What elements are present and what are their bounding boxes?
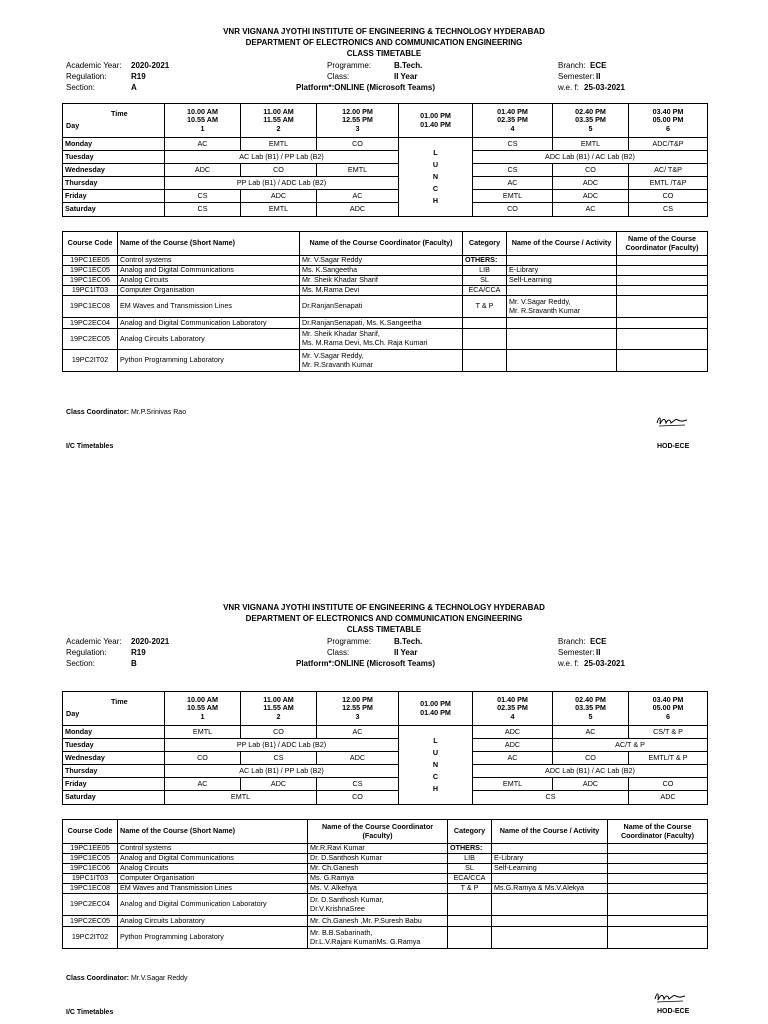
slot-header: 02.40 PM 03.35 PM 5 — [553, 692, 629, 726]
category — [448, 894, 492, 916]
timetable-cell: ADC — [473, 726, 553, 739]
timetable-cell: ADC — [553, 177, 629, 190]
timetable-cell: AC — [473, 752, 553, 765]
course-coordinator: Mr. V.Sagar Reddy — [300, 256, 463, 266]
course-table — [62, 231, 708, 372]
course-name: Analog Circuits — [118, 276, 300, 286]
document-title: CLASS TIMETABLE — [346, 49, 422, 58]
activity-coordinator — [617, 318, 708, 329]
timetable-header-row — [63, 104, 708, 138]
wef-value: 25-03-2021 — [584, 83, 625, 92]
activity: Ms.G.Ramya & Ms.V.Alekya — [492, 884, 608, 894]
slot-header: 10.00 AM 10.55 AM 1 — [165, 104, 241, 138]
timetable-cell: CS — [165, 190, 241, 203]
timetable-cell: ADC Lab (B1) / AC Lab (B2) — [473, 765, 708, 778]
timetable-cell: CS — [473, 164, 553, 177]
course-row — [63, 256, 708, 266]
course-row — [63, 844, 708, 854]
course-name: EM Waves and Transmission Lines — [118, 296, 300, 318]
meta-right — [558, 636, 678, 670]
timetable-cell: CO — [553, 752, 629, 765]
timetable-cell: AC — [165, 138, 241, 151]
document-title: CLASS TIMETABLE — [346, 625, 422, 634]
slot-header: 11.00 AM 11.55 AM 2 — [241, 104, 317, 138]
course-code: 19PC1EE05 — [63, 844, 118, 854]
ic-timetables: I/C Timetables — [66, 443, 114, 450]
course-row — [63, 864, 708, 874]
timetable-cell: ADC — [317, 752, 399, 765]
course-name: Analog and Digital Communication Laboratory — [118, 894, 308, 916]
timetable-cell: ADC — [241, 778, 317, 791]
timetable-cell: ADC — [553, 778, 629, 791]
timetable-cell: AC Lab (B1) / PP Lab (B2) — [165, 765, 399, 778]
col-header-coordinator: Name of the Course Coordinator (Faculty) — [308, 820, 448, 844]
course-coordinator: Ms. V. Alkehya — [308, 884, 448, 894]
timetable-grid — [62, 691, 708, 805]
timetable-cell: CO — [317, 791, 399, 805]
day-name: Thursday — [63, 765, 165, 778]
course-code: 19PC1IT03 — [63, 874, 118, 884]
activity: Self-Learning — [507, 276, 617, 286]
timetable-sheet-section-a — [0, 0, 768, 500]
category — [448, 927, 492, 949]
class-coordinator: Class Coordinator: Mr.V.Sagar Reddy — [66, 975, 188, 982]
course-code: 19PC2EC05 — [63, 329, 118, 350]
timetable-cell: EMTL — [473, 778, 553, 791]
category: OTHERS: — [448, 844, 492, 854]
activity-coordinator — [617, 286, 708, 296]
timetable-cell: CO — [629, 190, 708, 203]
day-name: Monday — [63, 726, 165, 739]
ic-timetables: I/C Timetables — [66, 1009, 114, 1016]
institute-name: VNR VIGNANA JYOTHI INSTITUTE OF ENGINEERING & TECHNOLOGY HYDERABAD — [223, 603, 545, 612]
section-label: Section: — [66, 83, 95, 92]
wef-label: w.e. f: — [558, 659, 579, 668]
hod-ece: HOD-ECE — [657, 1008, 690, 1015]
course-name: Control systems — [118, 844, 308, 854]
day-name: Friday — [63, 190, 165, 203]
timetable-cell: CS — [317, 778, 399, 791]
regulation-value: R19 — [131, 72, 146, 81]
slot-header: 02.40 PM 03.35 PM 5 — [553, 104, 629, 138]
academic-year-value: 2020-2021 — [131, 61, 170, 70]
timetable-cell: AC — [317, 726, 399, 739]
class-label: Class: — [327, 72, 350, 81]
col-header-category: Category — [463, 232, 507, 256]
course-name: Analog Circuits Laboratory — [118, 329, 300, 350]
course-name: Python Programming Laboratory — [118, 350, 300, 372]
course-coordinator: Ms. G.Ramya — [308, 874, 448, 884]
timetable-cell: CO — [241, 726, 317, 739]
col-header-activity-coordinator: Name of the Course Coordinator (Faculty) — [617, 232, 708, 256]
course-row — [63, 276, 708, 286]
category: SL — [448, 864, 492, 874]
slot-header: 03.40 PM 05.00 PM 6 — [629, 104, 708, 138]
course-code: 19PC2IT02 — [63, 927, 118, 949]
timetable-cell: EMTL /T&P — [629, 177, 708, 190]
activity — [507, 350, 617, 372]
branch-label: Branch: — [558, 61, 586, 70]
wef-label: w.e. f: — [558, 83, 579, 92]
course-row — [63, 318, 708, 329]
meta-right — [558, 60, 678, 94]
time-day-header — [63, 692, 165, 726]
course-row — [63, 350, 708, 372]
branch-value: ECE — [590, 61, 607, 70]
course-name: Analog Circuits — [118, 864, 308, 874]
activity: Self-Learning — [492, 864, 608, 874]
activity: E-Library — [492, 854, 608, 864]
col-header-coordinator: Name of the Course Coordinator (Faculty) — [300, 232, 463, 256]
timetable-cell: CO — [241, 164, 317, 177]
course-code: 19PC1EC08 — [63, 884, 118, 894]
timetable-cell: EMTL — [165, 791, 317, 805]
timetable-cell: EMTL — [553, 138, 629, 151]
timetable-cell: AC/ T&P — [629, 164, 708, 177]
branch-label: Branch: — [558, 637, 586, 646]
timetable-cell: ADC — [317, 203, 399, 217]
category — [448, 916, 492, 927]
course-code: 19PC1EC08 — [63, 296, 118, 318]
section-value: A — [131, 83, 137, 92]
wef-value: 25-03-2021 — [584, 659, 625, 668]
course-coordinator: Mr. B.B.Sabarinath, Dr.L.V.Rajani KumariMs. G.Ramya — [308, 927, 448, 949]
hod-signature — [653, 990, 687, 1004]
category: LIB — [448, 854, 492, 864]
timetable-cell: EMTL — [241, 203, 317, 217]
academic-year-value: 2020-2021 — [131, 637, 170, 646]
timetable-row — [63, 739, 708, 752]
programme-value: B.Tech. — [394, 61, 423, 70]
timetable-cell: ADC Lab (B1) / AC Lab (B2) — [473, 151, 708, 164]
activity: Mr. V.Sagar Reddy, Mr. R.Sravanth Kumar — [507, 296, 617, 318]
category: LIB — [463, 266, 507, 276]
timetable-cell: ADC — [629, 791, 708, 805]
activity-coordinator — [617, 329, 708, 350]
meta-middle — [296, 60, 496, 94]
course-row — [63, 329, 708, 350]
day-name: Monday — [63, 138, 165, 151]
timetable-cell: CO — [553, 164, 629, 177]
course-coordinator: Mr.R.Ravi Kumar — [308, 844, 448, 854]
timetable-cell: ADC — [553, 190, 629, 203]
semester-value: II — [596, 72, 601, 81]
timetable-row — [63, 791, 708, 805]
category: T & P — [448, 884, 492, 894]
timetable-cell: CS — [629, 203, 708, 217]
hod-ece: HOD-ECE — [657, 443, 690, 450]
course-row — [63, 854, 708, 864]
timetable-cell: CS — [473, 791, 629, 805]
academic-year-label: Academic Year: — [66, 637, 122, 646]
meta-middle — [296, 636, 496, 670]
timetable-cell: AC — [165, 778, 241, 791]
hod-signature — [655, 414, 689, 428]
activity-coordinator — [608, 844, 708, 854]
course-name: Analog and Digital Communication Laboratory — [118, 318, 300, 329]
slot-header: 01.40 PM 02.35 PM 4 — [473, 692, 553, 726]
activity-coordinator — [608, 884, 708, 894]
timetable-cell: EMTL — [165, 726, 241, 739]
category: SL — [463, 276, 507, 286]
activity-coordinator — [617, 256, 708, 266]
timetable-cell: CS — [241, 752, 317, 765]
category: OTHERS: — [463, 256, 507, 266]
activity-coordinator — [617, 350, 708, 372]
day-label: Day — [66, 709, 80, 718]
timetable-cell: CO — [473, 203, 553, 217]
course-row — [63, 874, 708, 884]
timetable-cell: AC/T & P — [553, 739, 708, 752]
institute-name: VNR VIGNANA JYOTHI INSTITUTE OF ENGINEERING & TECHNOLOGY HYDERABAD — [223, 27, 545, 36]
col-header-name: Name of the Course (Short Name) — [118, 820, 308, 844]
course-code: 19PC2EC04 — [63, 894, 118, 916]
category — [463, 318, 507, 329]
activity-coordinator — [608, 874, 708, 884]
section-value: B — [131, 659, 137, 668]
timetable-cell: ADC — [165, 164, 241, 177]
category: ECA/CCA — [463, 286, 507, 296]
category — [463, 350, 507, 372]
lunch-time-header: 01.00 PM 01.40 PM — [399, 104, 473, 138]
course-name: Analog and Digital Communications — [118, 854, 308, 864]
col-header-code: Course Code — [63, 820, 118, 844]
activity-coordinator — [608, 854, 708, 864]
course-coordinator: Dr.RanjanSenapati, Ms. K.Sangeetha — [300, 318, 463, 329]
timetable-cell: AC — [473, 177, 553, 190]
category — [463, 329, 507, 350]
activity — [507, 256, 617, 266]
course-table — [62, 819, 708, 949]
course-row — [63, 916, 708, 927]
activity-coordinator — [617, 266, 708, 276]
course-table-header — [63, 232, 708, 256]
course-row — [63, 266, 708, 276]
course-name: Python Programming Laboratory — [118, 927, 308, 949]
class-label: Class: — [327, 648, 350, 657]
activity — [507, 329, 617, 350]
activity: E-Library — [507, 266, 617, 276]
academic-year-label: Academic Year: — [66, 61, 122, 70]
course-coordinator: Ms. M.Rama Devi — [300, 286, 463, 296]
branch-value: ECE — [590, 637, 607, 646]
timetable-cell: PP Lab (B1) / ADC Lab (B2) — [165, 177, 399, 190]
timetable-grid — [62, 103, 708, 217]
department-name: DEPARTMENT OF ELECTRONICS AND COMMUNICATION ENGINEERING — [245, 38, 523, 47]
programme-value: B.Tech. — [394, 637, 423, 646]
course-name: Analog and Digital Communications — [118, 266, 300, 276]
course-coordinator: Mr. Sheik Khadar Sharif — [300, 276, 463, 286]
timetable-cell: PP Lab (B1) / ADC Lab (B2) — [165, 739, 399, 752]
timetable-cell: AC — [317, 190, 399, 203]
timetable-row — [63, 138, 708, 151]
timetable-cell: ADC — [241, 190, 317, 203]
course-code: 19PC1EC05 — [63, 266, 118, 276]
regulation-label: Regulation: — [66, 648, 107, 657]
lunch-time-header: 01.00 PM 01.40 PM — [399, 692, 473, 726]
course-name: Control systems — [118, 256, 300, 266]
course-coordinator: Mr. Ch.Ganesh — [308, 864, 448, 874]
col-header-category: Category — [448, 820, 492, 844]
course-code: 19PC2EC05 — [63, 916, 118, 927]
timetable-cell: EMTL — [241, 138, 317, 151]
course-coordinator: Mr. Sheik Khadar Sharif, Ms. M.Rama Devi, Ms.Ch. Raja Kumari — [300, 329, 463, 350]
course-coordinator: Mr. Ch.Ganesh ,Mr. P.Suresh Babu — [308, 916, 448, 927]
timetable-sheet-section-b — [0, 576, 768, 1024]
activity — [507, 286, 617, 296]
course-coordinator: Dr. D.Santhosh Kumar, Dr.V.KrishnaSree — [308, 894, 448, 916]
day-name: Tuesday — [63, 151, 165, 164]
slot-header: 11.00 AM 11.55 AM 2 — [241, 692, 317, 726]
course-row — [63, 884, 708, 894]
timetable-cell: CS — [165, 203, 241, 217]
regulation-value: R19 — [131, 648, 146, 657]
activity — [492, 916, 608, 927]
regulation-label: Regulation: — [66, 72, 107, 81]
slot-header: 10.00 AM 10.55 AM 1 — [165, 692, 241, 726]
course-coordinator: Dr.RanjanSenapati — [300, 296, 463, 318]
timetable-row — [63, 190, 708, 203]
day-name: Tuesday — [63, 739, 165, 752]
activity-coordinator — [608, 916, 708, 927]
col-header-activity: Name of the Course / Activity — [492, 820, 608, 844]
course-name: EM Waves and Transmission Lines — [118, 884, 308, 894]
slot-header: 12.00 PM 12.55 PM 3 — [317, 692, 399, 726]
day-name: Thursday — [63, 177, 165, 190]
col-header-code: Course Code — [63, 232, 118, 256]
timetable-row — [63, 151, 708, 164]
activity-coordinator — [608, 927, 708, 949]
course-code: 19PC2EC04 — [63, 318, 118, 329]
course-name: Computer Organisation — [118, 286, 300, 296]
day-name: Friday — [63, 778, 165, 791]
timetable-cell: AC — [553, 726, 629, 739]
lunch-break-cell: L U N C H — [399, 726, 473, 805]
activity — [492, 894, 608, 916]
timetable-cell: AC — [553, 203, 629, 217]
platform-text: Platform*:ONLINE (Microsoft Teams) — [296, 83, 435, 92]
day-name: Wednesday — [63, 164, 165, 177]
course-coordinator: Ms. K.Sangeetha — [300, 266, 463, 276]
course-code: 19PC1EE05 — [63, 256, 118, 266]
col-header-name: Name of the Course (Short Name) — [118, 232, 300, 256]
timetable-cell: CO — [165, 752, 241, 765]
timetable-row — [63, 203, 708, 217]
course-row — [63, 894, 708, 916]
activity — [492, 874, 608, 884]
semester-value: II — [596, 648, 601, 657]
timetable-cell: CO — [629, 778, 708, 791]
course-code: 19PC1IT03 — [63, 286, 118, 296]
day-name: Saturday — [63, 203, 165, 217]
col-header-activity: Name of the Course / Activity — [507, 232, 617, 256]
timetable-cell: AC Lab (B1) / PP Lab (B2) — [165, 151, 399, 164]
timetable-cell: CO — [317, 138, 399, 151]
timetable-cell: CS — [473, 138, 553, 151]
course-row — [63, 296, 708, 318]
activity — [507, 318, 617, 329]
timetable-row — [63, 726, 708, 739]
timetable-cell: ADC — [473, 739, 553, 752]
day-label: Day — [66, 121, 80, 130]
course-code: 19PC1EC06 — [63, 864, 118, 874]
section-label: Section: — [66, 659, 95, 668]
course-coordinator: Mr. V.Sagar Reddy, Mr. R.Sravanth Kumar — [300, 350, 463, 372]
course-code: 19PC1EC06 — [63, 276, 118, 286]
course-code: 19PC2IT02 — [63, 350, 118, 372]
category: T & P — [463, 296, 507, 318]
timetable-cell: ADC/T&P — [629, 138, 708, 151]
class-value: II Year — [394, 72, 418, 81]
course-coordinator: Dr. D.Santhosh Kumar — [308, 854, 448, 864]
timetable-cell: CS/T & P — [629, 726, 708, 739]
activity-coordinator — [608, 864, 708, 874]
day-name: Wednesday — [63, 752, 165, 765]
activity-coordinator — [608, 894, 708, 916]
activity-coordinator — [617, 296, 708, 318]
col-header-activity-coordinator: Name of the Course Coordinator (Faculty) — [608, 820, 708, 844]
time-label: Time — [111, 109, 128, 118]
timetable-row — [63, 164, 708, 177]
timetable-cell: EMTL — [473, 190, 553, 203]
class-coordinator-name: Mr.P.Srinivas Rao — [130, 409, 187, 416]
activity — [492, 927, 608, 949]
lunch-break-cell: L U N C H — [399, 138, 473, 217]
course-table-header — [63, 820, 708, 844]
timetable-row — [63, 778, 708, 791]
course-name: Analog Circuits Laboratory — [118, 916, 308, 927]
timetable-cell: EMTL — [317, 164, 399, 177]
timetable-cell: EMTL/T & P — [629, 752, 708, 765]
slot-header: 01.40 PM 02.35 PM 4 — [473, 104, 553, 138]
department-name: DEPARTMENT OF ELECTRONICS AND COMMUNICATION ENGINEERING — [245, 614, 523, 623]
slot-header: 03.40 PM 05.00 PM 6 — [629, 692, 708, 726]
activity-coordinator — [617, 276, 708, 286]
timetable-header-row — [63, 692, 708, 726]
day-name: Saturday — [63, 791, 165, 805]
course-code: 19PC1EC05 — [63, 854, 118, 864]
semester-label: Semester: — [558, 648, 595, 657]
course-name: Computer Organisation — [118, 874, 308, 884]
class-value: II Year — [394, 648, 418, 657]
meta-left — [66, 636, 216, 670]
time-day-header — [63, 104, 165, 138]
programme-label: Programme: — [327, 637, 372, 646]
activity — [492, 844, 608, 854]
programme-label: Programme: — [327, 61, 372, 70]
platform-text: Platform*:ONLINE (Microsoft Teams) — [296, 659, 435, 668]
class-coordinator: Class Coordinator: Mr.P.Srinivas Rao — [66, 409, 187, 416]
timetable-row — [63, 765, 708, 778]
category: ECA/CCA — [448, 874, 492, 884]
semester-label: Semester: — [558, 72, 595, 81]
course-row — [63, 927, 708, 949]
course-row — [63, 286, 708, 296]
timetable-row — [63, 177, 708, 190]
class-coordinator-name: Mr.V.Sagar Reddy — [130, 975, 188, 982]
timetable-row — [63, 752, 708, 765]
slot-header: 12.00 PM 12.55 PM 3 — [317, 104, 399, 138]
meta-left — [66, 60, 216, 94]
time-label: Time — [111, 697, 128, 706]
